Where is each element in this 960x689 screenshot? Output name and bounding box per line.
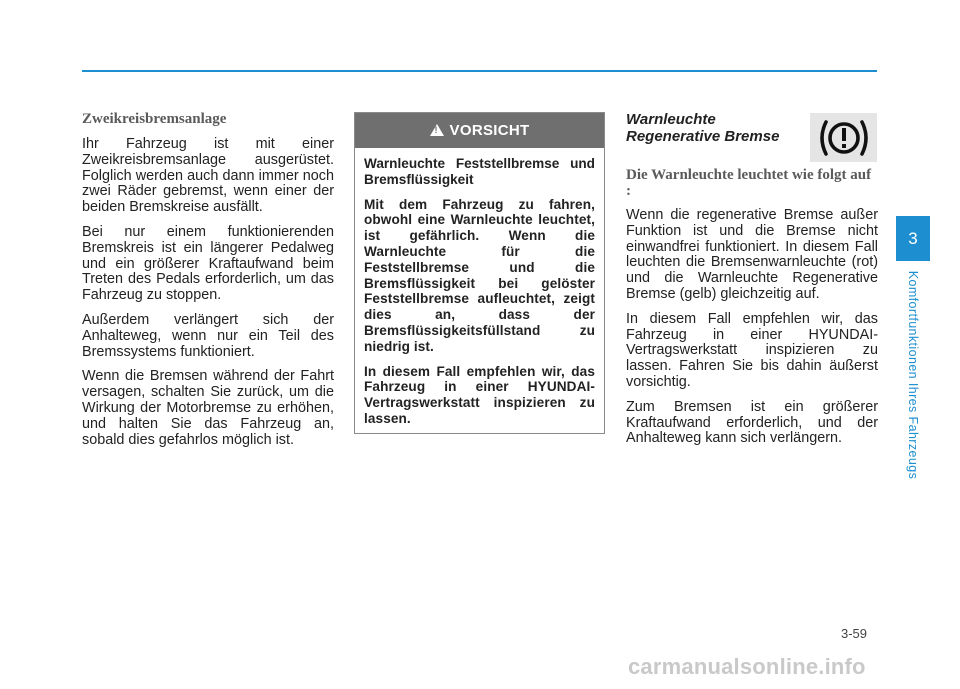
regenerative-brake-warning-icon (810, 113, 877, 162)
caution-label: VORSICHT (449, 122, 530, 139)
sub-heading: Die Warnleuchte leuchtet wie folgt auf : (626, 167, 872, 199)
warning-light-title-line1: Warnleuchte (626, 111, 716, 128)
caution-box (354, 112, 605, 434)
caution-title: Warnleuchte Feststellbremse und Bremsflüssigkeit (364, 156, 595, 187)
paragraph: In diesem Fall empfehlen wir, das Fahrzeug in einer HYUNDAI-Vertragswerkstatt inspizieren zu lassen. Fahren Sie bis dahin äußerst vorsichtig. (626, 310, 878, 390)
paragraph: Zum Bremsen ist ein größerer Kraftaufwand erforderlich, und der Anhalteweg kann sich verlängern. (626, 398, 878, 447)
watermark: carmanualsonline.info (628, 654, 866, 679)
chapter-tab: 3 (896, 216, 930, 261)
paragraph: Bei nur einem funktionierenden Bremskreis ist ein längerer Pedalweg und ein größerer Kraftaufwand beim Treten des Pedals erforderlich, um das Fahrzeug zu stoppen. (82, 223, 334, 304)
caution-header (355, 113, 604, 148)
top-rule (82, 70, 877, 72)
paragraph: Außerdem verlängert sich der Anhalteweg, wenn nur ein Teil des Bremssystems funktioniert. (82, 311, 334, 360)
paragraph: Wenn die regenerative Bremse außer Funktion ist und die Bremse nicht einwandfrei funktioniert. In diesem Fall leuchten die Bremsenwarnleuchte (rot) und die Warnleuchte Regenerative Bremse (gelb) gleichzeitig auf. (626, 207, 878, 302)
paragraph: Wenn die Bremsen während der Fahrt versagen, schalten Sie zurück, um die Wirkung der Motorbremse zu erhöhen, und halten Sie das Fahrzeug an, sobald dies gefahrlos möglich ist. (82, 368, 334, 448)
caution-paragraph: Mit dem Fahrzeug zu fahren, obwohl eine Warnleuchte leuchtet, ist gefährlich. Wenn die Warnleuchte für die Feststellbremse und die Bremsflüssigkeit bei gelöster Feststellbremse aufleuchtet, zeigt dies an, dass der Bremsflüssigkeitsfüllstand zu niedrig ist. (364, 196, 595, 354)
page-number: 3-59 (841, 626, 868, 641)
section-heading: Zweikreisbremsanlage (82, 111, 227, 127)
left-column (82, 111, 334, 457)
regenerative-brake-warning-glyph (815, 118, 873, 158)
caution-body (355, 148, 604, 427)
warning-triangle-icon (430, 124, 444, 136)
right-column (626, 111, 878, 456)
chapter-label: Komfortfunktionen Ihres Fahrzeugs (906, 270, 920, 480)
warning-light-title-line2: Regenerative Bremse (626, 128, 780, 145)
paragraph: Ihr Fahrzeug ist mit einer Zweikreisbremsanlage ausgerüstet. Folglich werden auch dann immer noch zwei Räder gebremst, wenn einer der beiden Bremskreise ausfällt. (82, 136, 334, 216)
caution-paragraph: In diesem Fall empfehlen wir, das Fahrzeug in einer HYUNDAI-Vertragswerkstatt inspizieren zu lassen. (364, 363, 595, 426)
